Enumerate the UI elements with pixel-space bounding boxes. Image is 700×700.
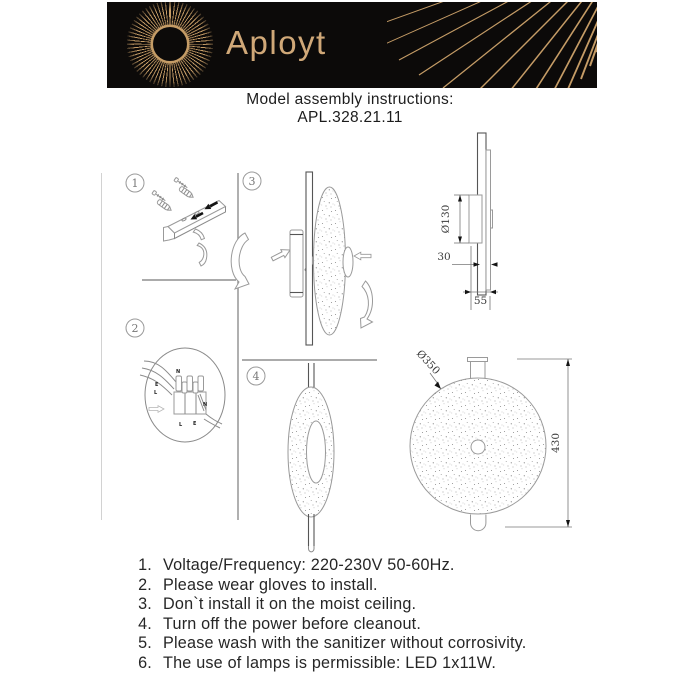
instruction-text: Turn off the power before cleanout.	[163, 614, 422, 633]
clip-part	[193, 229, 204, 240]
dim-label-130: Ø130	[440, 204, 452, 234]
lamp-base-side	[290, 230, 303, 297]
step1-bracket-drawing	[152, 177, 226, 266]
instruction-item	[130, 615, 600, 635]
brand-banner	[107, 2, 597, 88]
glass-ring	[343, 247, 353, 277]
instruction-number: 5.	[138, 634, 152, 653]
instruction-number: 1.	[138, 556, 152, 574]
instruction-text: Please wear gloves to install.	[163, 575, 378, 594]
side-view-drawing	[437, 133, 498, 310]
instruction-text: Please wash with the sanitizer without corrosivity.	[163, 634, 527, 653]
wire-label-e: E	[155, 382, 159, 388]
step-2-number: 2	[131, 321, 139, 335]
step3-mounting-drawing	[231, 172, 372, 345]
brand-name: Aployt	[226, 24, 327, 61]
instruction-item	[130, 634, 600, 654]
rotate-down-arrow-icon	[361, 281, 373, 328]
instruction-number: 6.	[138, 653, 152, 672]
push-arrow-icon	[270, 246, 292, 263]
dim-label-30: 30	[437, 251, 451, 263]
clip-part	[197, 243, 207, 266]
instruction-number: 3.	[138, 595, 152, 614]
instruction-text: Don`t install it on the moist ceiling.	[163, 595, 417, 614]
dim-base-diameter	[440, 195, 469, 243]
step-3-number: 3	[248, 174, 256, 188]
instruction-number: 4.	[138, 614, 152, 633]
dim-disc-diameter	[414, 348, 442, 389]
wall-base-box	[469, 195, 482, 243]
assembly-drawings	[100, 130, 600, 555]
wall-anchor-icon	[157, 199, 173, 212]
step-4-number: 4	[252, 369, 260, 383]
wire-label-e: E	[193, 421, 197, 427]
instruction-item	[130, 595, 600, 615]
step2-wiring-drawing	[140, 348, 225, 442]
wall-anchor-icon	[179, 186, 195, 199]
instructions-list	[130, 556, 600, 674]
ray-fan-icon	[387, 2, 597, 88]
wire-label-l: L	[154, 390, 158, 396]
instruction-text: The use of lamps is permissible: LED 1x11W.	[163, 653, 497, 672]
disc-opening	[307, 421, 326, 483]
step-1-number: 1	[131, 176, 139, 190]
insert-arrow-icon	[149, 406, 164, 413]
center-hole	[471, 440, 485, 454]
lamp-stem-profile	[306, 172, 313, 345]
step4-assembled-drawing	[288, 363, 334, 552]
attach-arrow-icon	[354, 252, 371, 260]
front-view-drawing	[410, 348, 572, 531]
instruction-item	[130, 556, 600, 576]
instruction-number: 2.	[138, 575, 152, 594]
dim-label-350: Ø350	[413, 347, 443, 378]
sunburst-logo-icon	[127, 2, 213, 87]
instruction-item	[130, 654, 600, 674]
stone-disc-side	[314, 187, 346, 335]
dim-label-55: 55	[473, 295, 488, 307]
top-mount-stub	[471, 362, 486, 380]
dim-label-430: 430	[550, 432, 562, 454]
page-title: Model assembly instructions:	[246, 91, 454, 108]
model-number: APL.328.21.11	[297, 109, 403, 126]
terminal-screws	[176, 376, 204, 393]
wire-label-n: N	[176, 369, 181, 375]
instruction-item	[130, 576, 600, 596]
wire-label-n: N	[203, 402, 208, 408]
instruction-text: Voltage/Frequency: 220-230V 50-60Hz.	[163, 556, 455, 574]
bottom-stub	[471, 515, 486, 531]
wire-label-l: L	[179, 422, 183, 428]
sunburst-center	[153, 27, 187, 61]
